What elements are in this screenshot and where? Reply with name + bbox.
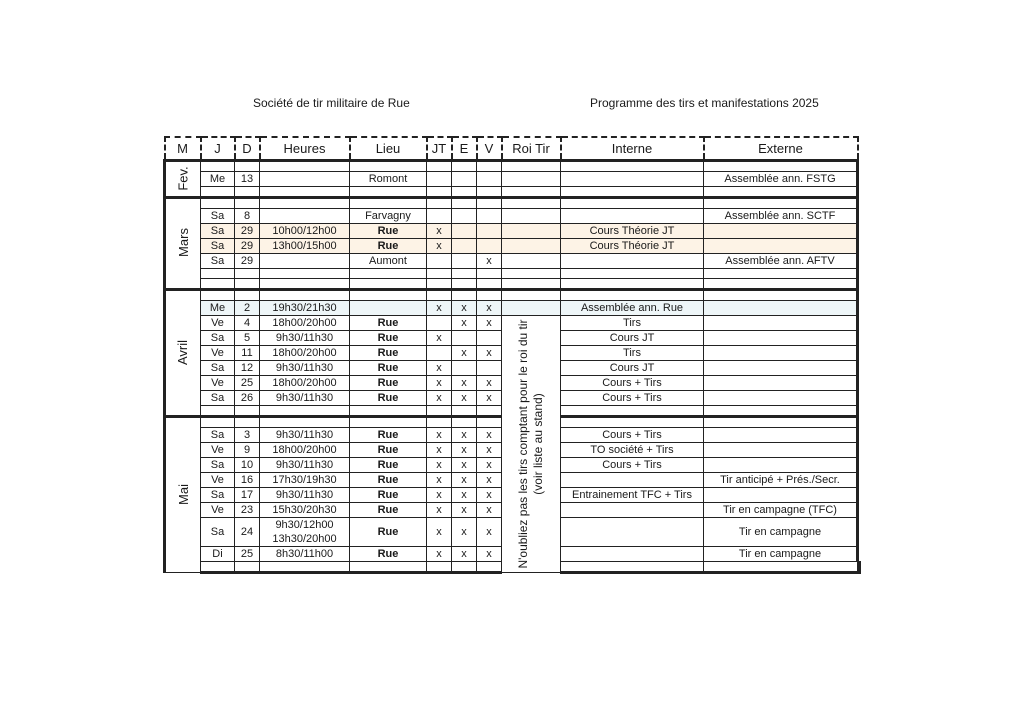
- col-header-date: D: [235, 137, 260, 161]
- col-header-place: Lieu: [350, 137, 427, 161]
- col-header-v: V: [477, 137, 502, 161]
- table-row: Sa 29 13h00/15h00 Rue x Cours Théorie JT: [165, 239, 860, 254]
- col-header-month: M: [165, 137, 201, 161]
- col-header-e: E: [452, 137, 477, 161]
- table-row: Sa 26 9h30/11h30 Rue x x x Cours + Tirs: [165, 391, 860, 406]
- col-header-day: J: [201, 137, 235, 161]
- table-row: Me 2 19h30/21h30 x x x Assemblée ann. Rue: [165, 301, 860, 316]
- month-label-avril: Avril: [165, 290, 201, 417]
- col-header-externe: Externe: [704, 137, 858, 161]
- roi-tir-note: N'oubliez pas les tirs comptant pour le roi du tir (voir liste au stand): [502, 316, 561, 573]
- column-header-row: [165, 137, 860, 161]
- table-row: Sa 3 9h30/11h30 Rue x x x Cours + Tirs: [165, 428, 860, 443]
- table-row: Sa 29 10h00/12h00 Rue x Cours Théorie JT: [165, 224, 860, 239]
- table-row: Sa 29 Aumont x Assemblée ann. AFTV: [165, 254, 860, 269]
- col-header-interne: Interne: [561, 137, 704, 161]
- col-header-jt: JT: [427, 137, 452, 161]
- programme-title: Programme des tirs et manifestations 2025: [590, 96, 819, 110]
- table-row: Ve 16 17h30/19h30 Rue x x x Tir anticipé + Prés./Secr.: [165, 473, 860, 488]
- schedule-table: [163, 136, 861, 574]
- month-label-fev: Fev.: [165, 161, 201, 198]
- month-label-mai: Mai: [165, 417, 201, 573]
- table-row: Sa 24 9h30/12h00 13h30/20h00 Rue x x x Tir en campagne: [165, 518, 860, 547]
- table-row: Sa 5 9h30/11h30 Rue x Cours JT: [165, 331, 860, 346]
- table-row: Ve 23 15h30/20h30 Rue x x x Tir en campagne (TFC): [165, 503, 860, 518]
- table-row: Sa 12 9h30/11h30 Rue x Cours JT: [165, 361, 860, 376]
- table-row: Sa 8 Farvagny Assemblée ann. SCTF: [165, 209, 860, 224]
- table-row: Ve 9 18h00/20h00 Rue x x x TO société + Tirs: [165, 443, 860, 458]
- table-row: Me 13 Romont Assemblée ann. FSTG: [165, 172, 860, 187]
- table-row: Ve 4 18h00/20h00 Rue x x N'oubliez pas les tirs comptant pour le roi du tir (voir liste au stand) Tirs: [165, 316, 860, 331]
- col-header-roi-tir: Roi Tir: [502, 137, 561, 161]
- table-row: Di 25 8h30/11h00 Rue x x x Tir en campagne: [165, 547, 860, 562]
- table-row: Ve 25 18h00/20h00 Rue x x x Cours + Tirs: [165, 376, 860, 391]
- col-header-hours: Heures: [260, 137, 350, 161]
- society-title: Société de tir militaire de Rue: [253, 96, 410, 110]
- table-row: Ve 11 18h00/20h00 Rue x x Tirs: [165, 346, 860, 361]
- table-row: Sa 10 9h30/11h30 Rue x x x Cours + Tirs: [165, 458, 860, 473]
- table-row: Sa 17 9h30/11h30 Rue x x x Entrainement TFC + Tirs: [165, 488, 860, 503]
- month-label-mars: Mars: [165, 198, 201, 290]
